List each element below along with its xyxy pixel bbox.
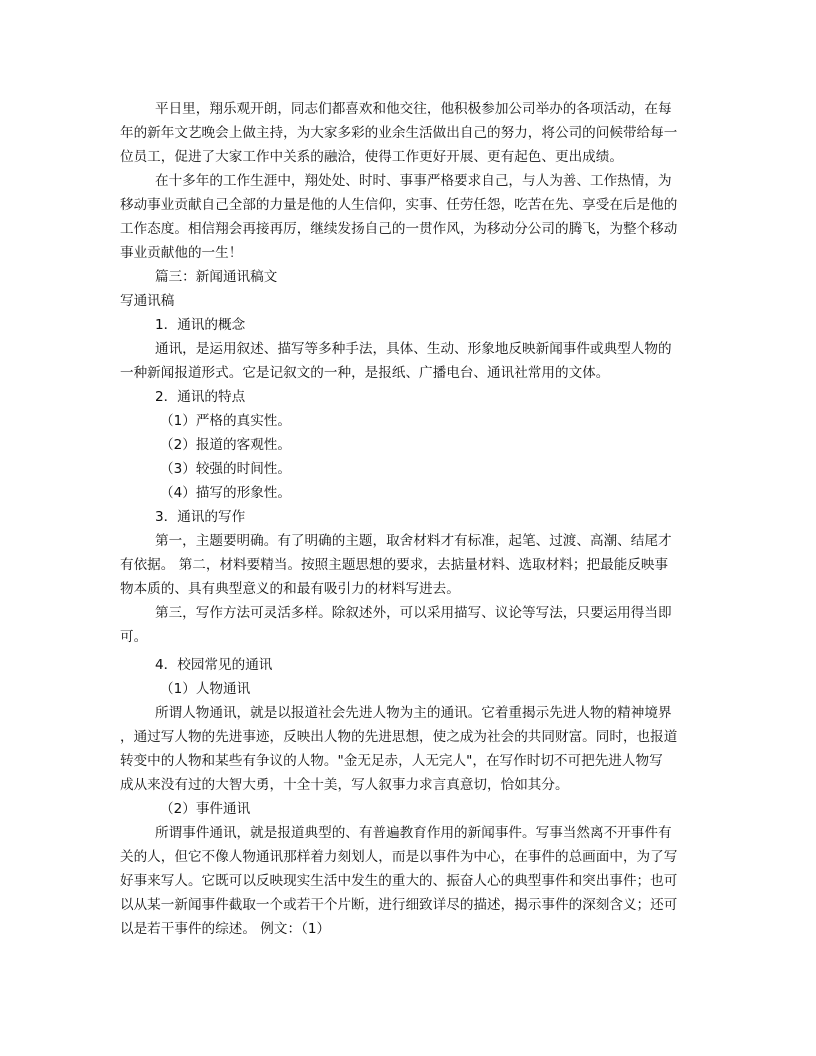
feature-item: （4）描写的形象性。 bbox=[160, 485, 291, 501]
para1-line-2: 年的新年文艺晚会上做主持，为大家多彩的业余生活做出自己的努力，将公司的问候带给每一 bbox=[120, 125, 678, 141]
feature-item: （1）严格的真实性。 bbox=[160, 413, 291, 429]
def-line-2: 一种新闻报道形式。它是记叙文的一种，是报纸、广播电台、通讯社常用的文体。 bbox=[120, 365, 610, 381]
event-line-1: 所谓事件通讯，就是报道典型的、有普遍教育作用的新闻事件。写事当然离不开事件有 bbox=[155, 825, 672, 841]
para2-line-3: 工作态度。相信翔会再接再厉，继续发扬自己的一贯作风，为移动分公司的腾飞，为整个移动 bbox=[120, 221, 678, 237]
write1-line-2: 有依据。 第二，材料要精当。按照主题思想的要求，去掂量材料、选取材料；把最能反映事 bbox=[120, 557, 669, 573]
feature-item: （2）报道的客观性。 bbox=[160, 437, 291, 453]
write1-line-3: 物本质的、具有典型意义的和最有吸引力的材料写进去。 bbox=[120, 581, 460, 597]
para1-line-3: 位员工，促进了大家工作中关系的融洽，使得工作更好开展、更有起色、更出成绩。 bbox=[120, 149, 623, 165]
feature-item: （3）较强的时间性。 bbox=[160, 461, 291, 477]
people-line-4: 成从来没有过的大智大勇，十全十美，写人叙事力求言真意切，恰如其分。 bbox=[120, 777, 569, 793]
para2-line-2: 移动事业贡献自己全部的力量是他的人生信仰，实事、任劳任怨，吃苦在先、享受在后是他的 bbox=[120, 197, 678, 213]
def-line-1: 通讯，是运用叙述、描写等多种手法，具体、生动、形象地反映新闻事件或典型人物的 bbox=[155, 341, 672, 357]
people-line-3: 转变中的人物和某些有争议的人物。"金无足赤，人无完人"，在写作时切不可把先进人物写 bbox=[120, 753, 663, 769]
event-line-4: 以从某一新闻事件截取一个或若干个片断，进行细致详尽的描述，揭示事件的深刻含义；还可 bbox=[120, 897, 678, 913]
event-line-3: 好事来写人。它既可以反映现实生活中发生的重大的、振奋人心的典型事件和突出事件；也可 bbox=[120, 873, 678, 889]
write2-line-1: 第三，写作方法可灵活多样。除叙述外，可以采用描写、议论等写法，只要运用得当即 bbox=[155, 605, 672, 621]
doc-title: 写通讯稿 bbox=[120, 293, 175, 309]
sub-heading-event: （2）事件通讯 bbox=[160, 801, 251, 817]
para1-line-1: 平日里，翔乐观开朗，同志们都喜欢和他交往，他积极参加公司举办的各项活动，在每 bbox=[155, 101, 672, 117]
heading-features: 2．通讯的特点 bbox=[155, 389, 246, 405]
people-line-1: 所谓人物通讯，就是以报道社会先进人物为主的通讯。它着重揭示先进人物的精神境界 bbox=[155, 705, 672, 721]
write2-line-2: 可。 bbox=[120, 629, 148, 645]
heading-writing: 3．通讯的写作 bbox=[155, 509, 246, 525]
heading-concept: 1．通讯的概念 bbox=[155, 317, 246, 333]
para2-line-1: 在十多年的工作生涯中，翔处处、时时、事事严格要求自己，与人为善、工作热情，为 bbox=[155, 173, 672, 189]
write1-line-1: 第一，主题要明确。有了明确的主题，取舍材料才有标准，起笔、过渡、高潮、结尾才 bbox=[155, 533, 672, 549]
event-line-2: 关的人，但它不像人物通讯那样着力刻划人，而是以事件为中心，在事件的总画面中，为了写 bbox=[120, 849, 678, 865]
sub-heading-people: （1）人物通讯 bbox=[160, 681, 251, 697]
people-line-2: ，通过写人物的先进事迹，反映出人物的先进思想，使之成为社会的共同财富。同时，也报道 bbox=[120, 729, 678, 745]
para2-line-4: 事业贡献他的一生！ bbox=[120, 245, 243, 261]
section-title: 篇三：新闻通讯稿文 bbox=[155, 269, 278, 285]
heading-campus: 4．校园常见的通讯 bbox=[155, 657, 273, 673]
event-line-5: 以是若干事件的综述。 例文：（1） bbox=[120, 921, 331, 937]
